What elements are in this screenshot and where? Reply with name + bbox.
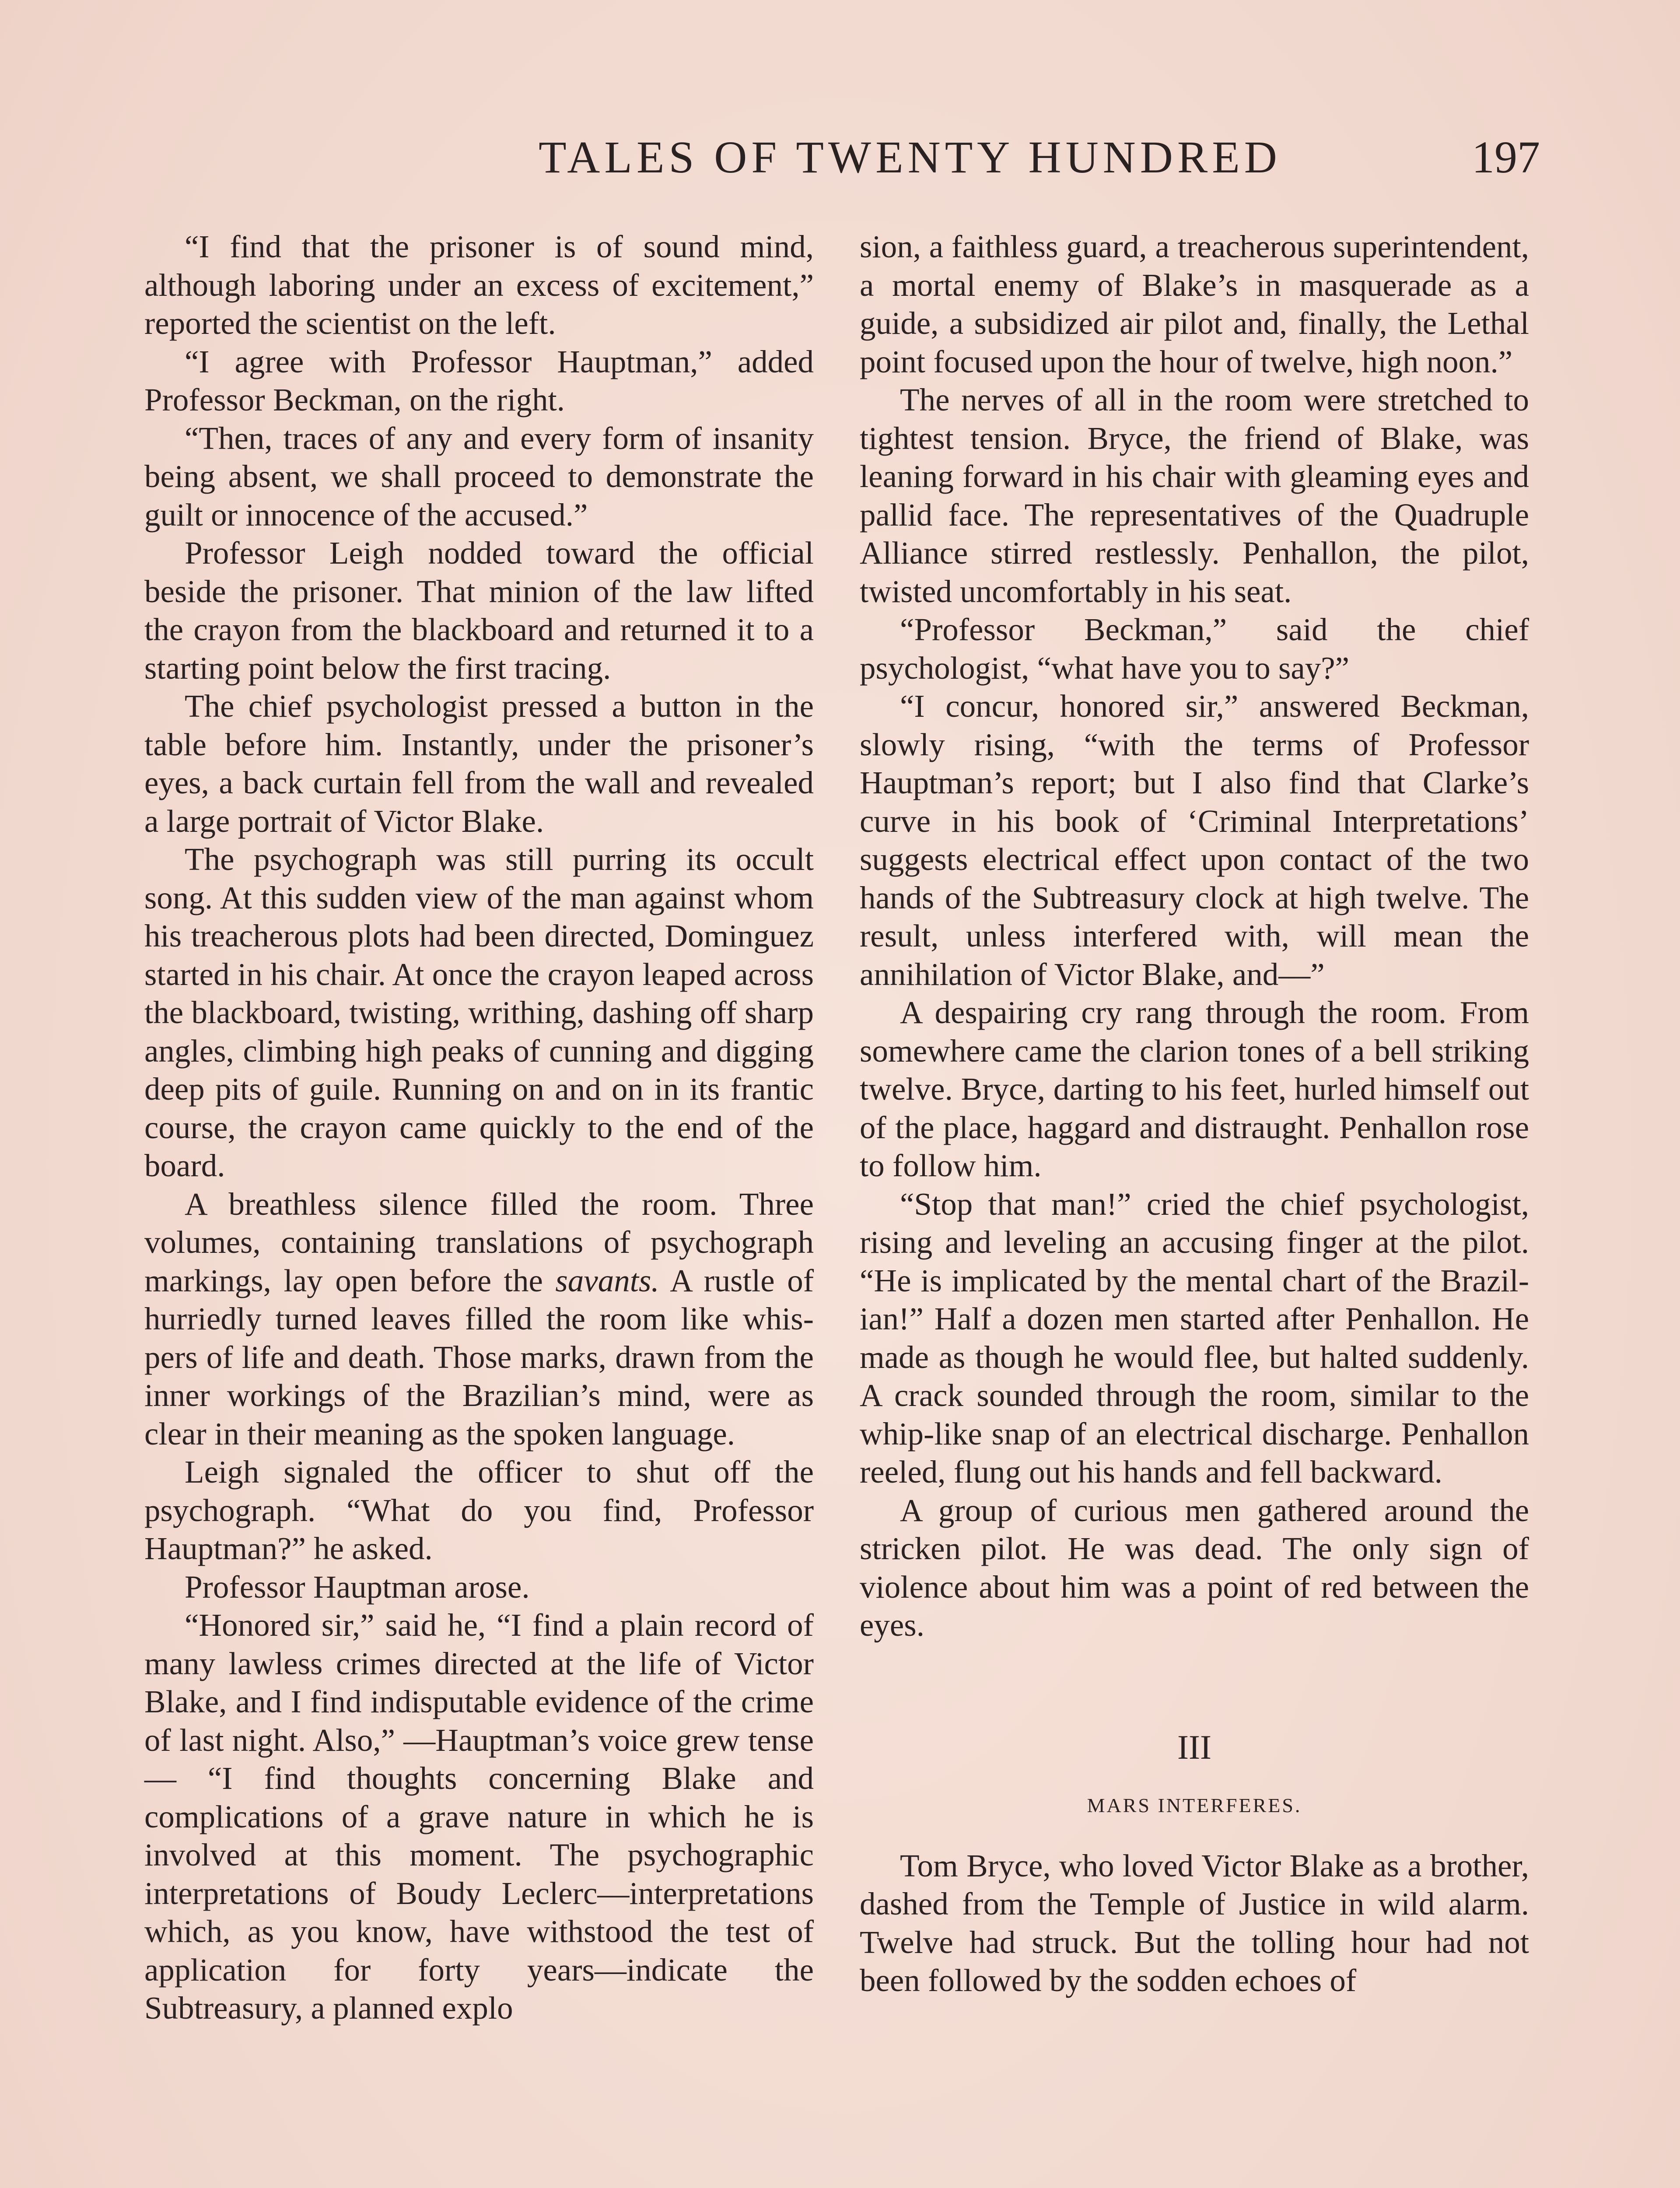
paragraph: A despairing cry rang through the room. From somewhere came the clarion tones of a bell striking twelve. Bryce, darting to his feet, hurled himself out of the place, haggard and distraught. Penhallon rose to follow him.	[860, 995, 1529, 1183]
paragraph: Professor Leigh nodded toward the official beside the prisoner. That minion of the law lifted the crayon from the blackboard and returned it to a starting point below the first tracing.	[144, 535, 814, 686]
paragraph-continued: sion, a faithless guard, a treacherous superintendent, a mortal enemy of Blake’s in masquerade as a guide, a subsidized air pilot and, finally, the Lethal point focused upon the hour of twelve, high noon.”	[860, 229, 1529, 379]
paragraph: Professor Hauptman arose.	[185, 1569, 530, 1605]
running-title: TALES OF TWENTY HUNDRED	[539, 132, 1281, 182]
paragraph	[144, 1185, 814, 1453]
paragraph: “I agree with Professor Hauptman,” added Professor Beckman, on the right.	[144, 344, 814, 417]
paragraph: “I concur, honored sir,” answered Beckman, slowly rising, “with the terms of Professor Hauptman’s report; but I also find that Clarke’s curve in his book of ‘Criminal Interpretations’ suggests electrical effect upon contact of the two hands of the Subtreasury clock at high twelve. The result, unless interfered with, will mean the annihilation of Victor Blake, and—”	[860, 688, 1529, 992]
page-number: 197	[1472, 132, 1540, 182]
paragraph: “Professor Beckman,” said the chief psychologist, “what have you to say?”	[860, 612, 1529, 686]
paragraph-text: A breathless silence filled the room. Three volumes, containing translations of psychograph markings, lay open before the	[144, 1186, 814, 1298]
left-column	[144, 228, 814, 2027]
paragraph: A group of curious men gathered around the stricken pilot. He was dead. The only sign of violence about him was a point of red between the eyes.	[860, 1492, 1529, 1643]
paragraph: “Stop that man!” cried the chief psychologist, rising and leveling an accusing finger at the pilot. “He is implicated by the mental chart of the Brazilian!” Half a dozen men started after Penhallon. He made as though he would flee, but halted suddenly. A crack sounded through the room, similar to the whip-like snap of an electrical discharge. Penhallon reeled, flung out his hands and fell backward.	[860, 1186, 1529, 1490]
section-title: MARS INTERFERES.	[1087, 1794, 1302, 1816]
paragraph: The psychograph was still purring its occult song. At this sudden view of the man against whom his treacherous plots had been directed, Dominguez started in his chair. At once the crayon leaped across the blackboard, twisting, writhing, dashing off sharp angles, climbing high peaks of cunning and digging deep pits of guile. Running on and on in its frantic course, the crayon came quickly to the end of the board.	[144, 842, 814, 1183]
section-number: III	[1177, 1728, 1211, 1766]
paragraph: Tom Bryce, who loved Victor Blake as a brother, dashed from the Temple of Justice in wild alarm. Twelve had struck. But the tolling hour had not been followed by the sodden echoes of	[860, 1848, 1529, 1998]
paragraph-text: A rustle of hurriedly turned leaves filled the room like whispers of life and death. Those marks, drawn from the inner workings of the Brazilian’s mind, were as clear in their meaning as the spoken language.	[144, 1262, 814, 1452]
italic-word: savants.	[555, 1262, 659, 1298]
paragraph: Leigh signaled the officer to shut off the psychograph. “What do you find, Professor Hauptman?” he asked.	[144, 1454, 814, 1566]
paragraph: The chief psychologist pressed a button in the table before him. Instantly, under the prisoner’s eyes, a back curtain fell from the wall and revealed a large portrait of Victor Blake.	[144, 688, 814, 839]
paragraph: The nerves of all in the room were stretched to tightest tension. Bryce, the friend of Blake, was leaning forward in his chair with gleaming eyes and pallid face. The representatives of the Quadruple Alliance stirred restlessly. Penhallon, the pilot, twisted uncomfortably in his seat.	[860, 382, 1529, 609]
page-header	[144, 127, 1540, 188]
paragraph: “I find that the prisoner is of sound mind, although laboring under an excess of excitement,” reported the scientist on the left.	[144, 229, 814, 341]
paragraph: “Then, traces of any and every form of insanity being absent, we shall proceed to demonstrate the guilt or innocence of the accused.”	[144, 420, 814, 533]
right-column	[860, 228, 1529, 2000]
paragraph: “Honored sir,” said he, “I find a plain record of many lawless crimes directed at the life of Victor Blake, and I find indisputable evidence of the crime of last night. Also,” —Hauptman’s voice grew tense— “I find thoughts concerning Blake and complications of a grave nature in which he is involved at this moment. The psychographic interpretations of Boudy Leclerc—interpretations which, as you know, have withstood the test of application for forty years—indicate the Subtreasury, a planned explo	[144, 1607, 814, 2026]
